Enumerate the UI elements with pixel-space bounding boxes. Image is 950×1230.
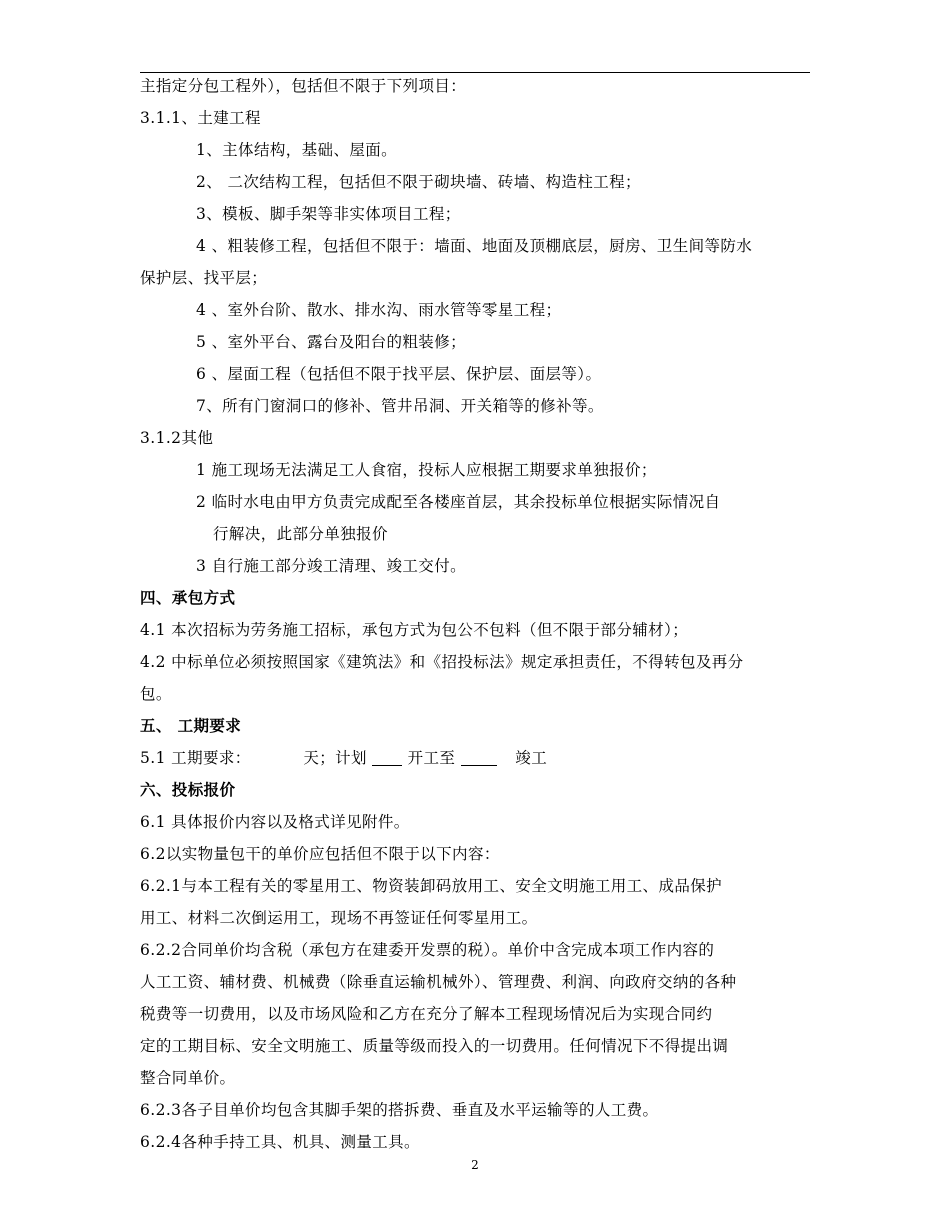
text-line: 包。: [140, 685, 172, 703]
text-line: 6.2.3各子目单价均包含其脚手架的搭拆费、垂直及水平运输等的人工费。: [140, 1101, 659, 1119]
list-item: 2、 二次结构工程，包括但不限于砌块墙、砖墙、构造柱工程；: [196, 173, 641, 191]
text-line: 定的工期目标、安全文明施工、质量等级而投入的一切费用。任何情况下不得提出调: [140, 1037, 729, 1055]
text-line: 6.2以实物量包干的单价应包括但不限于以下内容：: [140, 845, 500, 863]
schedule-end-label: 竣工: [515, 749, 548, 767]
list-item: 5 、室外平台、露台及阳台的粗装修；: [196, 333, 466, 351]
list-item: 7、所有门窗洞口的修补、管井吊洞、开关箱等的修补等。: [196, 397, 604, 415]
chapter-heading: 四、承包方式: [140, 588, 236, 607]
text-line: 整合同单价。: [140, 1069, 236, 1087]
list-item: 6 、屋面工程（包括但不限于找平层、保护层、面层等）。: [196, 365, 602, 383]
list-item: 3 自行施工部分竣工清理、竣工交付。: [196, 557, 466, 575]
list-item: 4 、室外台阶、散水、排水沟、雨水管等零星工程；: [196, 301, 562, 319]
text-line: 6.2.2合同单价均含税（承包方在建委开发票的税）。单价中含完成本项工作内容的: [140, 941, 715, 959]
list-item: 2 临时水电由甲方负责完成配至各楼座首层，其余投标单位根据实际情况自: [196, 493, 721, 511]
schedule-days-label: 天；计划: [303, 749, 367, 767]
list-item: 1 施工现场无法满足工人食宿，投标人应根据工期要求单独报价；: [196, 461, 657, 479]
text-line: 用工、材料二次倒运用工，现场不再签证任何零星用工。: [140, 909, 538, 927]
page-number: 2: [471, 1158, 479, 1172]
text-line: 主指定分包工程外），包括但不限于下列项目：: [140, 77, 467, 95]
text-line: 6.1 具体报价内容以及格式详见附件。: [140, 813, 410, 831]
schedule-start-label: 开工至: [407, 749, 456, 767]
end-date-blank: [461, 747, 497, 766]
schedule-line: [140, 742, 810, 774]
list-item: 4 、粗装修工程，包括但不限于：墙面、地面及顶棚底层，厨房、卫生间等防水: [196, 237, 753, 255]
text-line: 人工工资、辅材费、机械费（除垂直运输机械外）、管理费、利润、向政府交纳的各种: [140, 973, 737, 991]
chapter-heading: 六、投标报价: [140, 780, 236, 799]
text-line: 6.2.4各种手持工具、机具、测量工具。: [140, 1133, 420, 1151]
section-heading: 3.1.1、土建工程: [140, 109, 261, 127]
list-item: 1、主体结构，基础、屋面。: [196, 141, 398, 159]
text-line: 税费等一切费用，以及市场风险和乙方在充分了解本工程现场情况后为实现合同约: [140, 1005, 713, 1023]
list-item-continuation: 行解决，此部分单独报价: [213, 525, 388, 543]
text-line: 4.1 本次招标为劳务施工招标，承包方式为包公不包料（但不限于部分辅材）；: [140, 621, 689, 639]
text-line: 保护层、找平层；: [140, 269, 268, 287]
chapter-heading: 五、 工期要求: [140, 716, 242, 735]
list-item: 3、模板、脚手架等非实体项目工程；: [196, 205, 461, 223]
start-date-blank: [372, 747, 402, 766]
text-line: 4.2 中标单位必须按照国家《建筑法》和《招投标法》规定承担责任，不得转包及再分: [140, 653, 744, 671]
text-line: 6.2.1与本工程有关的零星用工、物资装卸码放用工、安全文明施工用工、成品保护: [140, 877, 723, 895]
section-heading: 3.1.2其他: [140, 429, 214, 447]
schedule-label: 5.1 工期要求：: [140, 749, 251, 767]
